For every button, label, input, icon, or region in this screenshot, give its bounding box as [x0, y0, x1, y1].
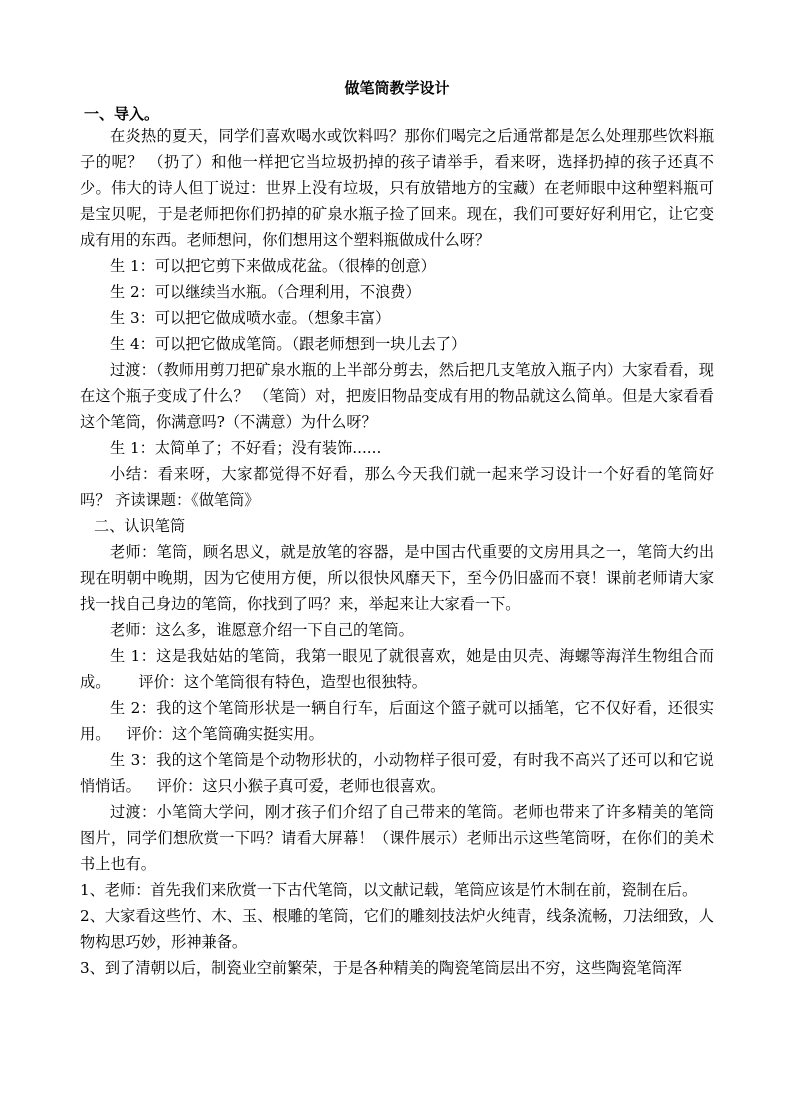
student-answer: 生 3：可以把它做成喷水壶。（想象丰富） — [110, 309, 391, 327]
teacher-evaluation: 评价：这只小猴子真可爱，老师也很喜欢。 — [156, 777, 446, 795]
student-answer: 生 2：可以继续当水瓶。（合理利用，不浪费） — [110, 283, 421, 301]
numbered-item: 3、到了清朝以后，制瓷业空前繁荣，于是各种精美的陶瓷笔筒层出不穷，这些陶瓷笔筒浑 — [80, 959, 682, 977]
teacher-evaluation: 评价：这个笔筒确实挺实用。 — [126, 725, 324, 743]
paragraph: 老师：这么多，谁愿意介绍一下自己的笔筒。 — [110, 621, 414, 639]
numbered-item: 2、大家看这些竹、木、玉、根雕的笔筒，它们的雕刻技法炉火纯青，线条流畅，刀法细致，人物构思巧妙，形神兼备。 — [80, 907, 714, 951]
document-title: 做笔筒教学设计 — [344, 79, 450, 97]
paragraph: 小结：看来呀，大家都觉得不好看，那么今天我们就一起来学习设计一个好看的笔筒好吗？ 齐读课题：《做笔筒》 — [80, 465, 714, 509]
numbered-item: 1、老师：首先我们来欣赏一下古代笔筒，以文献记载，笔筒应该是竹木制在前，瓷制在后。 — [80, 881, 698, 899]
paragraph: 过渡：小笔筒大学问，刚才孩子们介绍了自己带来的笔筒。老师也带来了许多精美的笔筒图片，同学们想欣赏一下吗？请看大屏幕！（课件展示）老师出示这些笔筒呀，在你们的美术书上也有。 — [80, 803, 714, 873]
student-answer: 生 4：可以把它做成笔筒。（跟老师想到一块儿去了） — [110, 335, 467, 353]
paragraph: 老师：笔筒，顾名思义，就是放笔的容器，是中国古代重要的文房用具之一，笔筒大约出现在明朝中晚期，因为它使用方便，所以很快风靡天下，至今仍旧盛而不衰！课前老师请大家找一找自己身边的笔筒，你找到了吗？来，举起来让大家看一下。 — [80, 543, 714, 613]
student-answer: 生 1：可以把它剪下来做成花盆。（很棒的创意） — [110, 257, 436, 275]
paragraph — [80, 695, 714, 747]
paragraph — [80, 747, 714, 799]
student-answer: 生 1：这是我姑姑的笔筒，我第一眼见了就很喜欢，她是由贝壳、海螺等海洋生物组合而成。 — [80, 647, 714, 691]
student-answer: 生 2：我的这个笔筒形状是一辆自行车，后面这个篮子就可以插笔，它不仅好看，还很实用。 — [80, 699, 714, 743]
paragraph: 在炎热的夏天，同学们喜欢喝水或饮料吗？那你们喝完之后通常都是怎么处理那些饮料瓶子的呢？ （扔了）和他一样把它当垃圾扔掉的孩子请举手，看来呀，选择扔掉的孩子还真不少。伟大的诗人但丁说过：世界上没有垃圾，只有放错地方的宝藏）在老师眼中这种塑料瓶可是宝贝呢，于是老师把你们扔掉的矿泉水瓶子捡了回来。现在，我们可要好好利用它，让它变成有用的东西。老师想问，你们想用这个塑料瓶做成什么呀？ — [80, 127, 714, 249]
document-body — [80, 123, 714, 981]
student-answer: 生 1：太简单了；不好看；没有装饰...... — [110, 439, 382, 457]
student-answer: 生 3：我的这个笔筒是个动物形状的，小动物样子很可爱，有时我不高兴了还可以和它说悄悄话。 — [80, 751, 714, 795]
section-heading-know-pen-holder: 二、认识笔筒 — [94, 517, 186, 535]
paragraph — [80, 643, 714, 695]
paragraph: 过渡：（教师用剪刀把矿泉水瓶的上半部分剪去，然后把几支笔放入瓶子内）大家看看，现在这个瓶子变成了什么？ （笔筒）对，把废旧物品变成有用的物品就这么简单。但是大家看看这个笔筒，你满意吗?（不满意）为什么呀？ — [80, 361, 714, 431]
teacher-evaluation: 评价：这个笔筒很有特色，造型也很独特。 — [138, 673, 427, 691]
section-heading-intro: 一、导入。 — [84, 105, 160, 123]
